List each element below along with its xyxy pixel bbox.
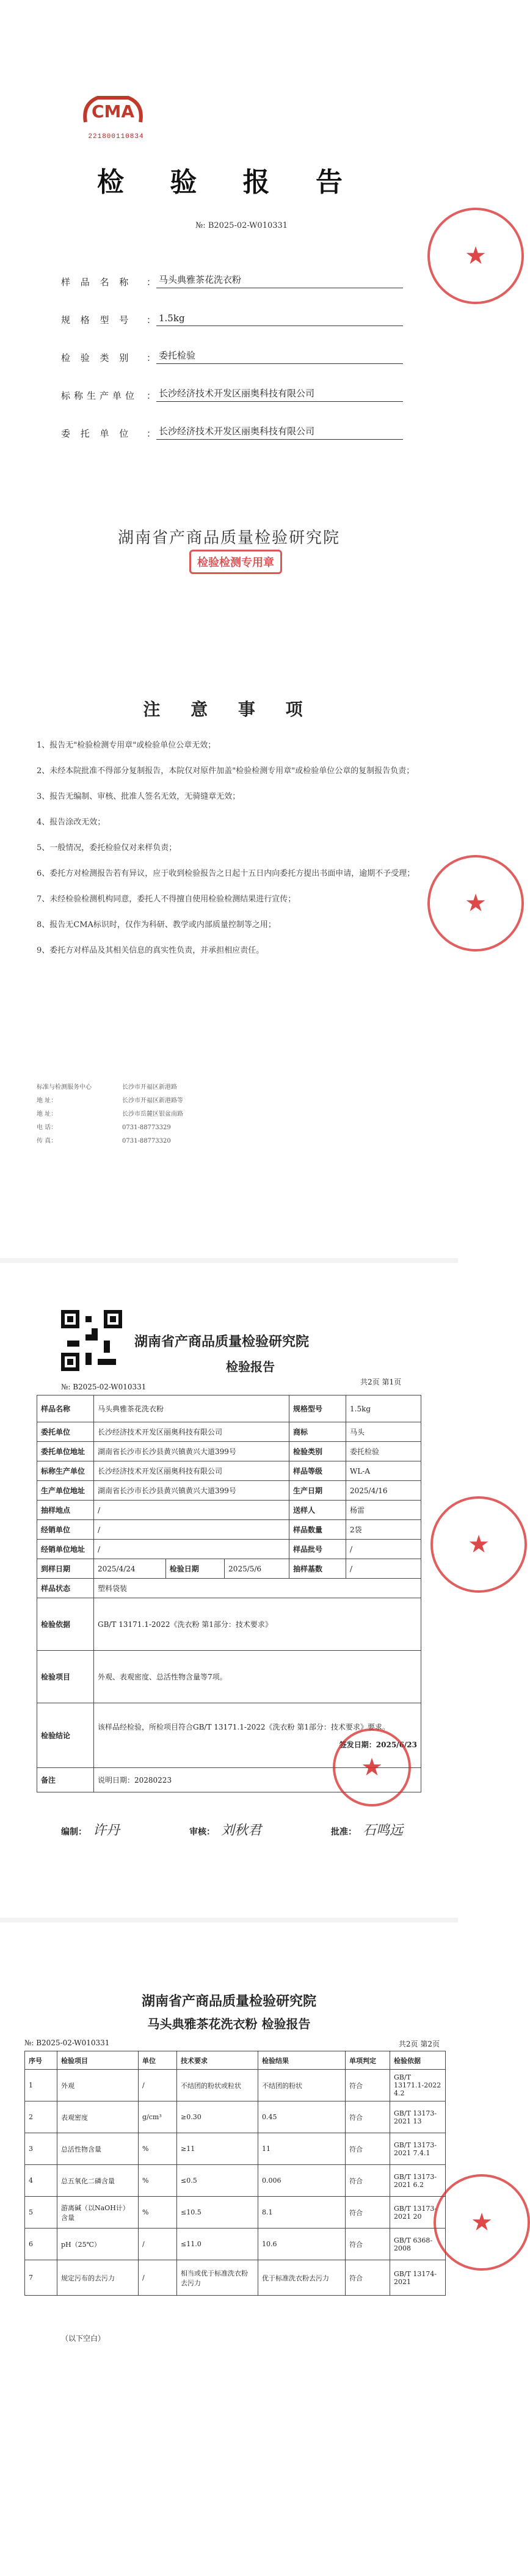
table-row [37,1598,421,1651]
table-cell: 总五氧化二磷含量 [57,2165,139,2197]
table-cell: pH（25℃） [57,2229,139,2260]
table-cell: ≤0.5 [177,2165,258,2197]
contact-value: 长沙市岳麓区银盆南路 [122,1111,183,1118]
results-number: №: B2025-02-W010331 [24,2039,110,2047]
colon: ： [147,315,156,326]
info-value: 1.5kg [156,313,403,326]
notes-title: 注 意 事 项 [143,699,315,719]
page-divider [0,1258,458,1263]
star-icon: ★ [468,1530,490,1559]
sign-label: 编制： [61,1827,87,1837]
info-value: 委托检验 [156,349,403,364]
table-key: 样品状态 [37,1579,94,1598]
table-row [37,1395,421,1422]
sheet-institute: 湖南省产商品质量检验研究院 [134,1334,310,1350]
report-number: №: B2025-02-W010331 [195,221,288,230]
sheet-number: №: B2025-02-W010331 [61,1383,147,1391]
table-cell: 表观密度 [57,2101,139,2133]
table-value: 马头典雅茶花洗衣粉 [94,1395,289,1422]
info-label: 委 托 单 位 [61,428,132,439]
contact-key: 地 址： [37,1097,57,1104]
contact-key: 地 址： [37,1111,57,1118]
column-header: 检验依据 [390,2051,446,2070]
results-table [24,2051,446,2296]
table-value: 1.5kg [346,1395,421,1422]
table-key: 标称生产单位 [37,1461,94,1481]
star-icon: ★ [361,1753,383,1781]
colon: ： [147,352,156,363]
info-label: 检 验 类 别 [61,352,132,363]
table-row [37,1520,421,1540]
conclusion-text: 该样品经检验，所检项目符合GB/T 13171.1-2022《洗衣粉 第1部分：技术要求》要求。 [98,1722,390,1731]
table-row [37,1481,421,1501]
contact-row [37,1094,427,1108]
table-row [37,1579,421,1598]
column-header: 单位 [139,2051,177,2070]
table-key: 检验依据 [37,1598,94,1651]
table-cell: GB/T 13171.1-2022 4.2 [390,2070,446,2101]
table-header-row [25,2051,446,2070]
table-cell: / [139,2070,177,2101]
red-seal-icon [430,1496,527,1593]
table-cell: 5 [25,2197,57,2229]
table-value: 2025/4/24 [94,1559,166,1579]
table-cell: / [139,2260,177,2296]
table-cell: 游离碱（以NaOH计）含量 [57,2197,139,2229]
table-value: 2025/4/16 [346,1481,421,1501]
note-item: 4、报告涂改无效； [37,818,106,827]
table-cell: 10.6 [258,2229,346,2260]
table-row [25,2070,446,2101]
column-header: 单项判定 [346,2051,390,2070]
cma-logo-icon [79,92,147,127]
signature-approver [331,1820,403,1839]
results-meta [24,2039,440,2049]
info-label: 标称生产单位 [61,390,139,401]
results-institute: 湖南省产商品质量检验研究院 [141,1993,316,2009]
svg-text:CMA: CMA [91,101,135,122]
table-value: 马头 [346,1422,421,1442]
table-cell: 总活性物含量 [57,2133,139,2165]
star-icon: ★ [465,889,487,917]
notes-list [37,739,427,970]
info-row-sample-name [61,250,403,288]
contact-row [37,1121,427,1135]
table-cell: 符合 [346,2070,390,2101]
table-cell: 符合 [346,2101,390,2133]
table-cell: 符合 [346,2165,390,2197]
note-item: 9、委托方对样品及其相关信息的真实性负责，并承担相应责任。 [37,946,264,955]
table-value: 说明日期：20280223 [94,1768,421,1792]
table-key: 送样人 [289,1501,346,1520]
contact-block [37,1081,427,1148]
blank-below-note: （以下空白） [61,2334,106,2343]
red-seal-icon [434,2174,530,2271]
table-key: 样品等级 [289,1461,346,1481]
contact-value: 长沙市开福区新港路 [122,1084,177,1091]
table-cell: GB/T 13173-2021 7.4.1 [390,2133,446,2165]
column-header: 检验项目 [57,2051,139,2070]
signature-reviewer [189,1820,261,1839]
table-value: 塑料袋装 [94,1579,421,1598]
info-label: 规 格 型 号 [61,315,132,326]
column-header: 序号 [25,2051,57,2070]
table-row [37,1651,421,1703]
red-seal-icon [333,1728,411,1806]
inspection-stamp: 检验检测专用章 [189,550,282,574]
contact-key: 标准与检测服务中心 [37,1084,92,1091]
note-item: 2、未经本院批准不得部分复制报告，本院仅对原件加盖"检验检测专用章"或检验单位公章的复制报告负责； [37,766,415,776]
info-row-client [61,402,403,440]
table-value: 2025/5/6 [225,1559,289,1579]
info-value: 马头典雅茶花洗衣粉 [156,273,403,288]
table-value: GB/T 13171.1-2022《洗衣粉 第1部分：技术要求》 [94,1598,421,1651]
sheet-page: 共2页 第1页 [360,1378,402,1386]
table-cell: 符合 [346,2260,390,2296]
table-value: 外观、表观密度、总活性物含量等7项。 [94,1651,421,1703]
colon: ： [147,277,156,288]
contact-key: 电 话： [37,1124,57,1131]
table-key: 样品数量 [289,1520,346,1540]
note-item: 6、委托方对检测报告若有异议，应于收到检验报告之日起十五日内向委托方提出书面申请，逾期不予受理； [37,869,415,878]
table-value: / [346,1559,421,1579]
star-icon: ★ [465,242,487,270]
table-cell: 4 [25,2165,57,2197]
table-key: 检验结论 [37,1703,94,1768]
red-seal-icon [427,208,524,304]
table-value: / [94,1520,289,1540]
table-key: 委托单位 [37,1422,94,1442]
table-row [37,1461,421,1481]
results-page: 共2页 第2页 [398,2040,440,2048]
sheet-title: 检验报告 [226,1359,275,1374]
info-value: 长沙经济技术开发区丽奥科技有限公司 [156,387,403,402]
table-cell: 6 [25,2229,57,2260]
table-value: 长沙经济技术开发区丽奥科技有限公司 [94,1422,289,1442]
table-cell: 优于标准洗衣粉去污力 [258,2260,346,2296]
table-row [37,1442,421,1461]
table-cell: 0.006 [258,2165,346,2197]
table-value: / [94,1501,289,1520]
table-cell: 符合 [346,2133,390,2165]
column-header: 检验结果 [258,2051,346,2070]
info-row-spec [61,288,403,326]
table-cell: % [139,2165,177,2197]
contact-row [37,1081,427,1094]
contact-value: 0731-88773320 [122,1138,171,1144]
table-key: 备注 [37,1768,94,1792]
table-key: 生产日期 [289,1481,346,1501]
table-key: 抽样地点 [37,1501,94,1520]
contact-key: 传 真： [37,1138,57,1144]
table-cell: 不结团的粉状 [258,2070,346,2101]
table-cell: GB/T 13173-2021 20 [390,2197,446,2229]
cover-info-table [61,250,403,440]
contact-value: 0731-88773329 [122,1124,171,1131]
table-value: 长沙经济技术开发区丽奥科技有限公司 [94,1461,289,1481]
contact-row [37,1108,427,1121]
note-item: 5、一般情况，委托检验仅对来样负责； [37,843,177,853]
table-value: 杨雷 [346,1501,421,1520]
info-row-manufacturer [61,364,403,402]
table-cell: 外观 [57,2070,139,2101]
table-cell: 1 [25,2070,57,2101]
table-cell: 11 [258,2133,346,2165]
column-header: 技术要求 [177,2051,258,2070]
table-row [37,1422,421,1442]
table-cell: 不结团的粉状或粒状 [177,2070,258,2101]
contact-value: 长沙市开福区新港路等 [122,1097,183,1104]
table-key: 到样日期 [37,1559,94,1579]
table-key: 检验项目 [37,1651,94,1703]
signature-image: 刘秋君 [220,1823,261,1838]
table-cell: 0.45 [258,2101,346,2133]
signature-row [61,1820,403,1839]
table-cell: 3 [25,2133,57,2165]
note-item: 7、未经检验检测机构同意，委托人不得擅自使用检验检测结果进行宣传； [37,895,296,904]
table-cell: 规定污布的去污力 [57,2260,139,2296]
table-cell: 7 [25,2260,57,2296]
table-value: WL-A [346,1461,421,1481]
cover-institute: 湖南省产商品质量检验研究院 [117,529,340,547]
red-seal-icon [427,855,524,951]
table-value: / [346,1540,421,1559]
cover-page [0,0,487,702]
cover-title: 检 验 报 告 [97,167,361,198]
colon: ： [147,390,156,401]
table-key: 样品名称 [37,1395,94,1422]
sign-label: 审核： [189,1827,215,1837]
table-cell: % [139,2133,177,2165]
table-cell: / [139,2229,177,2260]
sign-date: 签发日期：2025/6/23 [339,1740,417,1749]
table-cell: ≥0.30 [177,2101,258,2133]
table-row [25,2229,446,2260]
table-value: 2袋 [346,1520,421,1540]
table-row [25,2101,446,2133]
table-cell: 符合 [346,2229,390,2260]
info-value: 长沙经济技术开发区丽奥科技有限公司 [156,424,403,440]
table-cell: ≤10.5 [177,2197,258,2229]
table-cell: % [139,2197,177,2229]
table-key: 委托单位地址 [37,1442,94,1461]
info-label: 样 品 名 称 [61,277,132,288]
table-value: / [94,1540,289,1559]
table-cell: GB/T 13173-2021 6.2 [390,2165,446,2197]
table-cell: ≤11.0 [177,2229,258,2260]
colon: ： [147,428,156,439]
table-row [37,1559,421,1579]
table-key: 抽样基数 [289,1559,346,1579]
table-value: 委托检验 [346,1442,421,1461]
table-cell: 2 [25,2101,57,2133]
table-cell: g/cm³ [139,2101,177,2133]
table-value: 湖南省长沙市长沙县黄兴镇黄兴大道399号 [94,1442,289,1461]
results-title: 马头典雅茶花洗衣粉 检验报告 [147,2017,311,2031]
qr-code-icon [61,1310,122,1371]
table-key: 经销单位地址 [37,1540,94,1559]
table-cell: 符合 [346,2197,390,2229]
table-row [37,1501,421,1520]
table-cell: GB/T 6368-2008 [390,2229,446,2260]
table-cell: ≥11 [177,2133,258,2165]
table-key: 商标 [289,1422,346,1442]
cma-code: 221800110834 [88,133,144,140]
signature-image: 许丹 [93,1823,120,1838]
table-cell: 相当或优于标准洗衣粉去污力 [177,2260,258,2296]
table-row [25,2133,446,2165]
table-row [25,2260,446,2296]
note-item: 8、报告无CMA标识时，仅作为科研、教学或内部质量控制等之用； [37,920,276,930]
sign-label: 批准： [330,1827,357,1837]
info-row-inspection-type [61,326,403,364]
table-key: 规格型号 [289,1395,346,1422]
table-key: 样品批号 [289,1540,346,1559]
table-row [37,1540,421,1559]
table-key: 生产单位地址 [37,1481,94,1501]
note-item: 3、报告无编制、审核、批准人签名无效，无骑缝章无效； [37,792,241,801]
table-cell: GB/T 13173-2021 13 [390,2101,446,2133]
table-value: 湖南省长沙市长沙县黄兴镇黄兴大道399号 [94,1481,289,1501]
table-key: 检验类别 [289,1442,346,1461]
star-icon: ★ [471,2208,493,2236]
page-divider [0,1918,458,1923]
table-row [25,2197,446,2229]
contact-row [37,1135,427,1148]
table-row [25,2165,446,2197]
table-cell: GB/T 13174-2021 [390,2260,446,2296]
note-item: 1、报告无"检验检测专用章"或检验单位公章无效； [37,741,216,750]
signature-image: 石鸣远 [362,1823,403,1838]
signature-compiler [61,1820,120,1839]
table-key: 检验日期 [165,1559,224,1579]
table-key: 经销单位 [37,1520,94,1540]
table-cell: 8.1 [258,2197,346,2229]
